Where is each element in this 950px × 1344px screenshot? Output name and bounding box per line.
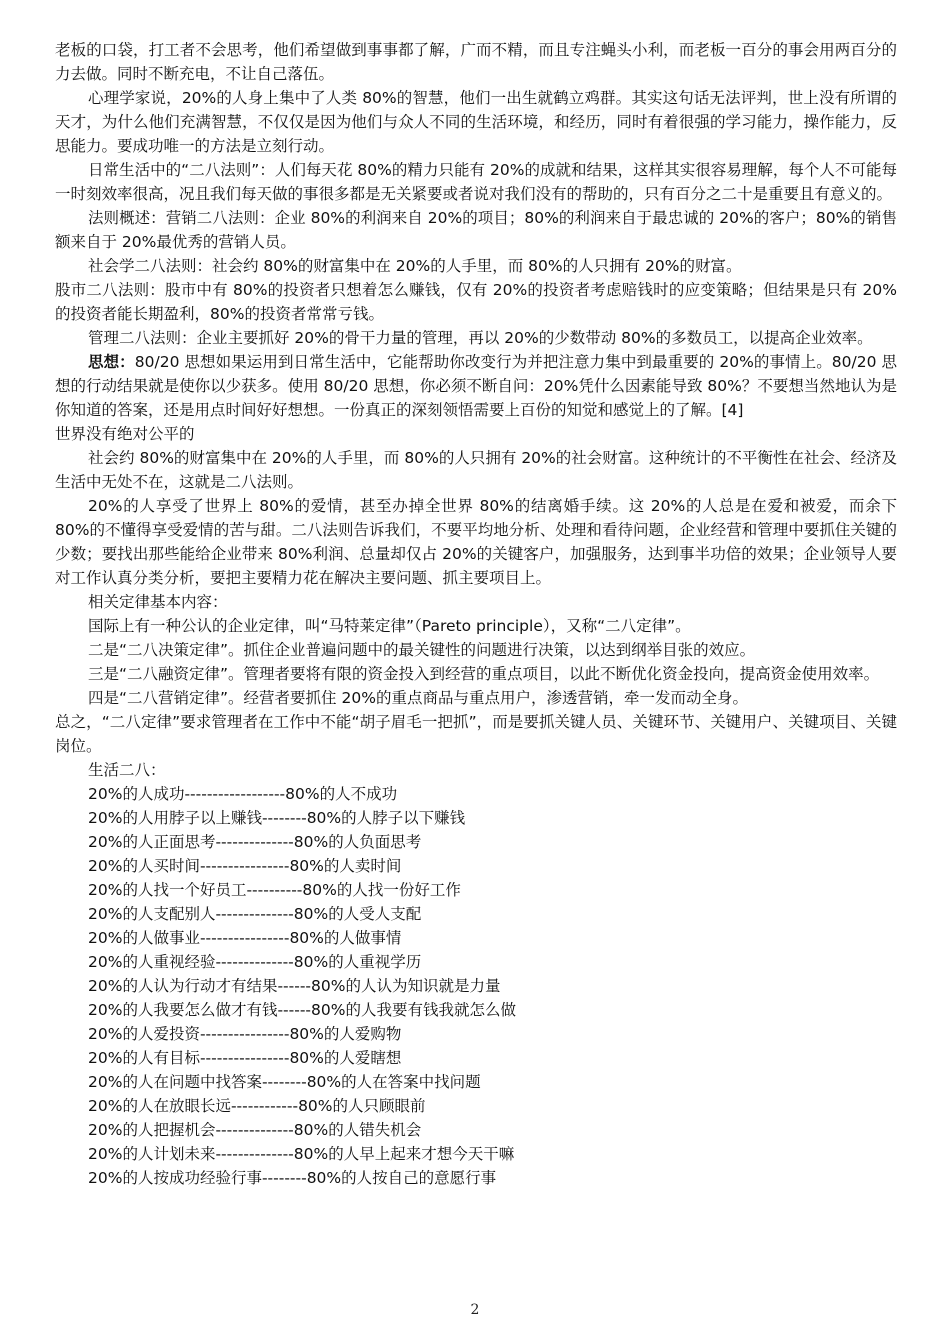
paragraph: 20%的人享受了世界上 80%的爱情，甚至办掉全世界 80%的结离婚手续。这 20%的人总是在爱和被爱，而余下 80%的不懂得享受爱情的苦与甜。二八法则告诉我们，不要平均地分析、处理和看待问题，企业经营和管理中要抓住关键的少数；要找出那些能给企业带来 80%利润、总量却仅占 20%的关键客户，加强服务，达到事半功倍的效果；企业领导人要对工作认真分类分析，要把主要精力花在解决主要问题、抓主要项目上。 [55, 497, 897, 587]
paragraph: 四是“二八营销定律”。经营者要抓住 20%的重点商品与重点用户，渗透营销，牵一发而动全身。 [88, 689, 748, 707]
paragraph: 二是“二八决策定律”。抓住企业普遍问题中的最关键性的问题进行决策，以达到纲举目张的效应。 [88, 641, 756, 659]
thought-paragraph [55, 350, 897, 422]
life-list [55, 782, 897, 1190]
paragraph: 社会约 80%的财富集中在 20%的人手里，而 80%的人只拥有 20%的社会财富。这种统计的不平衡性在社会、经济及生活中无处不在，这就是二八法则。 [55, 449, 897, 491]
paragraph: 日常生活中的“二八法则”：人们每天花 80%的精力只能有 20%的成就和结果，这样其实很容易理解，每个人不可能每一时刻效率很高，况且我们每天做的事很多都是无关紧要或者说对我们没有的帮助的，只有百分之二十是重要且有意义的。 [55, 161, 897, 203]
list-item: 20%的人支配别人--------------80%的人受人支配 [88, 905, 422, 923]
list-item: 20%的人有目标----------------80%的人爱瞎想 [88, 1049, 402, 1067]
paragraph: 法则概述：营销二八法则：企业 80%的利润来自 20%的项目；80%的利润来自于最忠诚的 20%的客户；80%的销售额来自于 20%最优秀的营销人员。 [55, 209, 897, 251]
list-item: 20%的人认为行动才有结果------80%的人认为知识就是力量 [88, 977, 501, 995]
list-item: 20%的人买时间----------------80%的人卖时间 [88, 857, 402, 875]
list-item: 20%的人用脖子以上赚钱--------80%的人脖子以下赚钱 [88, 809, 466, 827]
list-item: 20%的人在问题中找答案--------80%的人在答案中找问题 [88, 1073, 481, 1091]
thought-text: 80/20 思想如果运用到日常生活中，它能帮助你改变行为并把注意力集中到最重要的 20%的事情上。80/20 思想的行动结果就是使你以少获多。使用 80/20 思想，你必须不断自问：20%凭什么因素能导致 80%？不要想当然地认为是你知道的答案，还是用点时间好好想想。一份真正的深刻领悟需要上百份的知觉和感觉上的了解。[4] [55, 353, 897, 419]
page-number: 2 [470, 1302, 480, 1318]
thought-label: 思想： [88, 353, 135, 371]
paragraph: 生活二八： [88, 761, 166, 779]
paragraph: 相关定律基本内容： [88, 593, 228, 611]
paragraph: 三是“二八融资定律”。管理者要将有限的资金投入到经营的重点项目，以此不断优化资金投向，提高资金使用效率。 [88, 665, 880, 683]
paragraph: 国际上有一种公认的企业定律，叫“马特莱定律”（Pareto principle），又称“二八定律”。 [88, 617, 691, 635]
list-item: 20%的人正面思考--------------80%的人负面思考 [88, 833, 422, 851]
list-item: 20%的人按成功经验行事--------80%的人按自己的意愿行事 [88, 1169, 497, 1187]
list-item: 20%的人计划未来--------------80%的人早上起来才想今天干嘛 [88, 1145, 515, 1163]
paragraph: 管理二八法则：企业主要抓好 20%的骨干力量的管理，再以 20%的少数带动 80%的多数员工，以提高企业效率。 [88, 329, 873, 347]
list-item: 20%的人成功------------------80%的人不成功 [88, 785, 398, 803]
paragraph: 社会学二八法则：社会约 80%的财富集中在 20%的人手里，而 80%的人只拥有 20%的财富。 [88, 257, 742, 275]
list-item: 20%的人找一个好员工----------80%的人找一份好工作 [88, 881, 461, 899]
list-item: 20%的人做事业----------------80%的人做事情 [88, 929, 402, 947]
paragraph: 心理学家说，20%的人身上集中了人类 80%的智慧，他们一出生就鹤立鸡群。其实这句话无法评判，世上没有所谓的天才，为什么他们充满智慧，不仅仅是因为他们与众人不同的生活环境，和经历，同时有着很强的学习能力，操作能力，反思能力。要成功唯一的方法是立刻行动。 [55, 89, 897, 155]
paragraph: 股市二八法则：股市中有 80%的投资者只想着怎么赚钱，仅有 20%的投资者考虑赔钱时的应变策略；但结果是只有 20%的投资者能长期盈利，80%的投资者常常亏钱。 [55, 281, 897, 323]
list-item: 20%的人重视经验--------------80%的人重视学历 [88, 953, 422, 971]
list-item: 20%的人在放眼长远------------80%的人只顾眼前 [88, 1097, 426, 1115]
list-item: 20%的人把握机会--------------80%的人错失机会 [88, 1121, 422, 1139]
section-heading: 世界没有绝对公平的 [55, 425, 195, 443]
list-item: 20%的人我要怎么做才有钱------80%的人我要有钱我就怎么做 [88, 1001, 516, 1019]
list-item: 20%的人爱投资----------------80%的人爱购物 [88, 1025, 402, 1043]
paragraph: 总之，“二八定律”要求管理者在工作中不能“胡子眉毛一把抓”，而是要抓关键人员、关键环节、关键用户、关键项目、关键岗位。 [55, 713, 897, 755]
paragraph: 老板的口袋，打工者不会思考，他们希望做到事事都了解，广而不精，而且专注蝇头小利，而老板一百分的事会用两百分的力去做。同时不断充电，不让自己落伍。 [55, 41, 897, 83]
document-page [55, 38, 897, 1190]
